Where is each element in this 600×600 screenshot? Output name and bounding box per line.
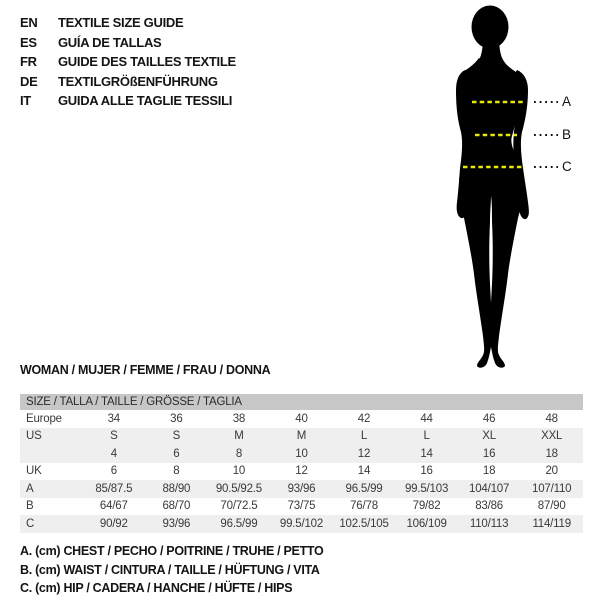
marker-label-waist: B bbox=[562, 127, 572, 142]
legend-row: C. (cm) HIP / CADERA / HANCHE / HÜFTE / HIPS bbox=[20, 581, 293, 595]
size-cell: 10 bbox=[270, 445, 333, 463]
size-cell: 87/90 bbox=[537, 500, 566, 513]
size-cell: 38 bbox=[232, 412, 246, 425]
row-label: UK bbox=[26, 465, 42, 478]
language-guide-label: TEXTILE SIZE GUIDE bbox=[58, 15, 184, 30]
language-code: DE bbox=[20, 73, 38, 89]
size-cell: 90/92 bbox=[83, 515, 146, 533]
size-cell: 44 bbox=[420, 412, 433, 425]
size-cell: XXL bbox=[520, 428, 583, 446]
size-cell: 96.5/99 bbox=[208, 515, 271, 533]
size-cell: 83/86 bbox=[475, 500, 503, 513]
size-cell: S bbox=[145, 428, 208, 446]
size-cell: 14 bbox=[357, 465, 371, 478]
size-cell: 76/78 bbox=[350, 500, 378, 513]
size-cell: 110/113 bbox=[458, 515, 521, 533]
size-cell: 88/90 bbox=[145, 480, 208, 498]
row-label: B bbox=[26, 500, 34, 513]
size-cell: L bbox=[395, 428, 458, 446]
legend-row: B. (cm) WAIST / CINTURA / TAILLE / HÜFTUNG / VITA bbox=[20, 562, 320, 577]
size-cell: 34 bbox=[107, 412, 121, 425]
size-cell: 64/67 bbox=[99, 500, 128, 513]
size-cell: 93/96 bbox=[270, 480, 333, 498]
size-cell: 6 bbox=[110, 465, 117, 478]
language-row bbox=[20, 52, 236, 72]
size-cell: S bbox=[83, 428, 146, 446]
size-cell: 106/109 bbox=[395, 515, 458, 533]
size-cell: 8 bbox=[173, 465, 180, 478]
legend-row: A. (cm) CHEST / PECHO / POITRINE / TRUHE / PETTO bbox=[20, 544, 324, 558]
size-cell: 36 bbox=[170, 412, 183, 425]
size-cell: 6 bbox=[145, 445, 208, 463]
size-cell: 90.5/92.5 bbox=[208, 480, 271, 498]
row-label: US bbox=[20, 428, 83, 446]
language-title-block bbox=[20, 13, 236, 111]
size-cell: XL bbox=[458, 428, 521, 446]
measurement-legend bbox=[20, 542, 323, 598]
row-label: A bbox=[20, 480, 83, 498]
language-row bbox=[20, 13, 236, 33]
size-table-header: SIZE / TALLA / TAILLE / GRÖSSE / TAGLIA bbox=[20, 394, 583, 410]
size-cell: 70/72.5 bbox=[220, 500, 258, 513]
size-cell: 107/110 bbox=[520, 480, 583, 498]
size-cell: 8 bbox=[208, 445, 271, 463]
language-row bbox=[20, 72, 236, 92]
language-code: ES bbox=[20, 34, 37, 50]
size-cell: 96.5/99 bbox=[333, 480, 396, 498]
size-table-header-row bbox=[20, 394, 583, 410]
size-cell: 104/107 bbox=[458, 480, 521, 498]
size-table-row bbox=[20, 410, 583, 428]
size-table-row bbox=[20, 480, 583, 498]
language-row bbox=[20, 91, 236, 111]
language-code: EN bbox=[20, 15, 38, 30]
size-cell: 79/82 bbox=[412, 500, 441, 513]
size-cell: 10 bbox=[232, 465, 246, 478]
woman-silhouette-figure bbox=[425, 0, 575, 380]
marker-label-chest: A bbox=[562, 94, 572, 109]
size-cell: 20 bbox=[545, 465, 558, 478]
language-code: IT bbox=[20, 93, 31, 108]
size-cell: L bbox=[333, 428, 396, 446]
size-table bbox=[20, 394, 583, 533]
language-guide-label: TEXTILGRÖßENFÜHRUNG bbox=[58, 73, 218, 89]
row-label: C bbox=[20, 515, 83, 533]
size-cell: 14 bbox=[395, 445, 458, 463]
row-label bbox=[20, 445, 83, 463]
size-cell: 18 bbox=[520, 445, 583, 463]
size-table-row bbox=[20, 515, 583, 533]
size-cell: 16 bbox=[458, 445, 521, 463]
size-cell: 48 bbox=[545, 412, 558, 425]
size-cell: 99.5/102 bbox=[270, 515, 333, 533]
marker-label-hip: C bbox=[562, 159, 572, 174]
woman-silhouette bbox=[425, 0, 575, 380]
size-table-row bbox=[20, 428, 583, 446]
size-cell: 73/75 bbox=[287, 500, 316, 513]
size-cell: 46 bbox=[482, 412, 496, 425]
size-table-body bbox=[20, 394, 583, 533]
size-cell: 40 bbox=[295, 412, 308, 425]
language-row bbox=[20, 33, 236, 53]
language-guide-label: GUÍA DE TALLAS bbox=[58, 34, 162, 50]
size-cell: 93/96 bbox=[145, 515, 208, 533]
language-guide-label: GUIDA ALLE TAGLIE TESSILI bbox=[58, 93, 233, 108]
size-cell: 102.5/105 bbox=[333, 515, 396, 533]
language-code: FR bbox=[20, 54, 37, 69]
size-table-row bbox=[20, 445, 583, 463]
size-cell: 18 bbox=[482, 465, 496, 478]
row-label: Europe bbox=[26, 412, 62, 425]
size-cell: 99.5/103 bbox=[395, 480, 458, 498]
size-table-row bbox=[20, 498, 583, 516]
size-cell: 85/87.5 bbox=[83, 480, 146, 498]
size-cell: 114/119 bbox=[520, 515, 583, 533]
size-cell: M bbox=[208, 428, 271, 446]
size-cell: M bbox=[270, 428, 333, 446]
size-cell: 4 bbox=[83, 445, 146, 463]
section-title: WOMAN / MUJER / FEMME / FRAU / DONNA bbox=[20, 363, 271, 377]
size-cell: 68/70 bbox=[162, 500, 191, 513]
size-cell: 42 bbox=[357, 412, 371, 425]
size-table-row bbox=[20, 463, 583, 481]
size-cell: 16 bbox=[420, 465, 433, 478]
size-cell: 12 bbox=[333, 445, 396, 463]
language-guide-label: GUIDE DES TAILLES TEXTILE bbox=[58, 54, 236, 69]
size-cell: 12 bbox=[295, 465, 308, 478]
